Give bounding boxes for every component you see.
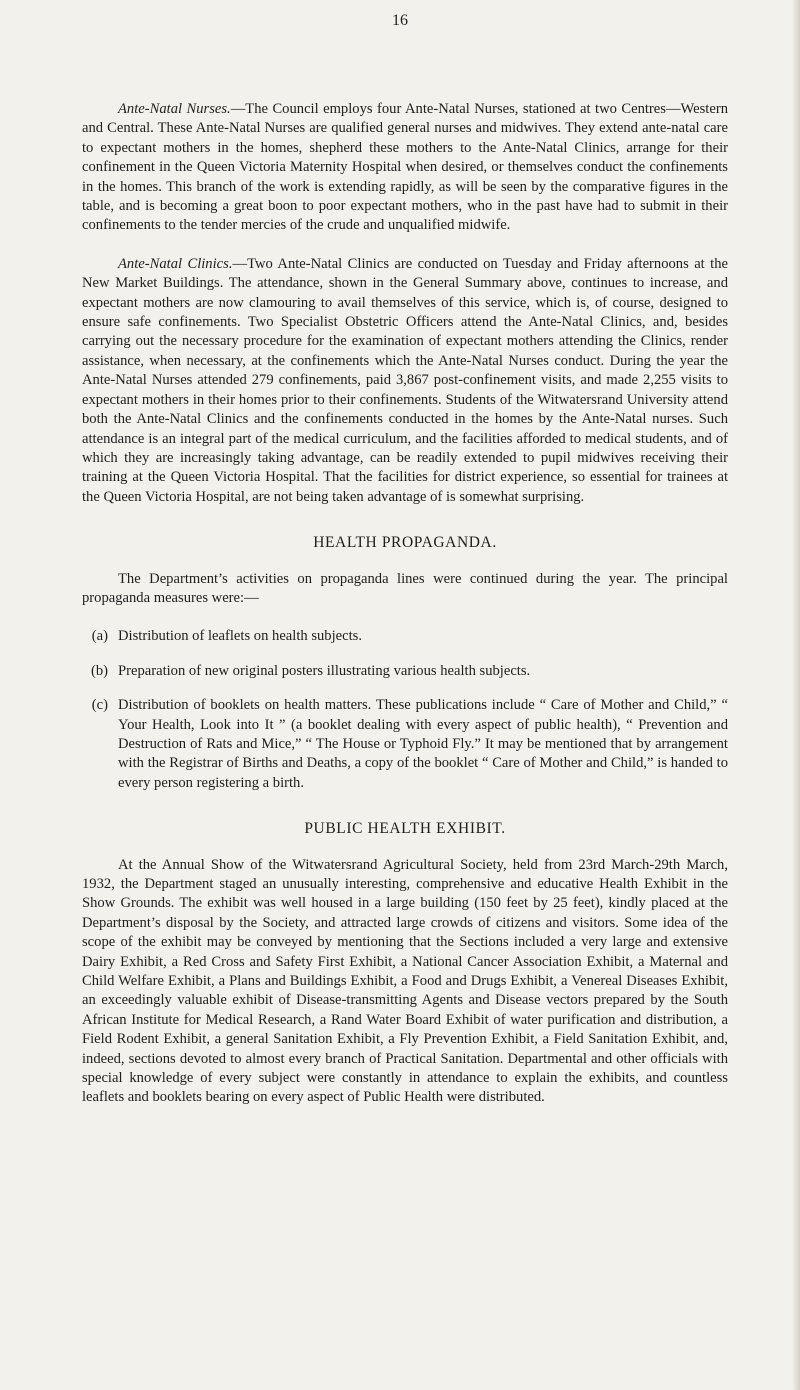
list-item (82, 627, 728, 646)
list-marker: (b) (90, 662, 108, 679)
list-item-text: Distribution of leaflets on health subjects. (118, 628, 362, 645)
list-item-text: Preparation of new original posters illustrating various health subjects. (118, 662, 531, 679)
page-content (82, 100, 728, 1127)
list-marker: (a) (91, 628, 108, 645)
paragraph-antenatal-nurses (82, 100, 728, 236)
paragraph-exhibit: At the Annual Show of the Witwatersrand Agricultural Society, held from 23rd March-29th March, 1932, the Department staged an unusually interesting, comprehensive and educative Health Exhibit in the Show Grounds. The exhibit was well housed in a large building (150 feet by 25 feet), kindly placed at the Department’s disposal by the Society, and attracted large crowds of citizens and visitors. Some idea of the scope of the exhibit may be conveyed by mentioning that the Sections included a very large and extensive Dairy Exhibit, a Red Cross and Safety First Exhibit, a National Cancer Association Exhibit, a Maternal and Child Welfare Exhibit, a Plans and Buildings Exhibit, a Food and Drugs Exhibit, a Venereal Diseases Exhibit, an exceedingly valuable exhibit of Disease-transmitting Agents and Disease vectors prepared by the South African Institute for Medical Research, a Rand Water Board Exhibit of water purification and distribution, a Field Rodent Exhibit, a general Sanitation Exhibit, a Fly Prevention Exhibit, a Field Sanitation Exhibit, and, indeed, sections devoted to almost every branch of Practical Sanitation. Departmental and other officials with special knowledge of every subject were constantly in attendance to explain the exhibits, and countless leaflets and booklets bearing on every aspect of Public Health were distributed. (82, 856, 728, 1106)
heading-health-propaganda: HEALTH PROPAGANDA. (313, 534, 497, 552)
text-antenatal-nurses: —The Council employs four Ante-Natal Nurses, stationed at two Centres—Western and Central. These Ante-Natal Nurses are qualified general nurses and midwives. They extend ante-natal care to expectant mothers in the homes, shepherd these mothers to the Ante-Natal Clinics, arrange for their confinement in the Queen Victoria Maternity Hospital when desired, or themselves conduct the confinements in the homes. This branch of the work is extending rapidly, as will be seen by the comparative figures in the table, and is becoming a great boon to poor expectant mothers, who in the past have had to submit in their confinements to the tender mercies of the crude and unqualified midwife. (82, 101, 728, 234)
heading-public-health-exhibit: PUBLIC HEALTH EXHIBIT. (304, 820, 506, 838)
list-item-text: Distribution of booklets on health matters. These publications include “ Care of Mother and Child,” “ Your Health, Look into It ” (a booklet dealing with every aspect of public health), “ Prevention and Destruction of Rats and Mice,” “ The House or Typhoid Fly.” It may be mentioned that by arrangement with the Registrar of Births and Deaths, a copy of the booklet “ Care of Mother and Child,” is handed to every person registering a birth. (118, 697, 728, 791)
lead-antenatal-nurses: Ante-Natal Nurses. (118, 101, 231, 117)
paragraph-propaganda-intro: The Department’s activities on propaganda lines were continued during the year. The principal propaganda measures were:— (82, 570, 728, 606)
list-marker: (c) (91, 697, 108, 714)
list-item (82, 662, 728, 681)
propaganda-list (82, 627, 728, 793)
text-antenatal-clinics: —Two Ante-Natal Clinics are conducted on Tuesday and Friday afternoons at the New Market Buildings. The attendance, shown in the General Summary above, continues to increase, and expectant mothers are now clamouring to avail themselves of this service, which is, of course, designed to ensure safe confinements. Two Specialist Obstetric Officers attend the Ante-Natal Clinics, and, besides carrying out the necessary procedure for the examination of expectant mothers attending the Clinics, render assistance, when necessary, at the confinements which the Ante-Natal Nurses conduct. During the year the Ante-Natal Nurses attended 279 confinements, paid 3,867 post-confinement visits, and made 2,255 visits to expectant mothers in their homes prior to their confinements. Students of the Witwatersrand University attend both the Ante-Natal Clinics and the confinements conducted in the homes by the Ante-Natal nurses. Such attendance is an integral part of the medical curriculum, and the facilities afforded to medical students, and of which they are increasingly taking advantage, can be readily extended to pupil midwives receiving their training at the Queen Victoria Hospital. That the facilities for district experience, so essential for trainees at the Queen Victoria Hospital, are not being taken advantage of is somewhat surprising. (82, 255, 728, 505)
list-item (82, 696, 728, 793)
page-edge-shadow (792, 0, 800, 1390)
lead-antenatal-clinics: Ante-Natal Clinics. (118, 255, 233, 272)
paragraph-antenatal-clinics (82, 255, 728, 507)
page-number: 16 (392, 12, 408, 29)
